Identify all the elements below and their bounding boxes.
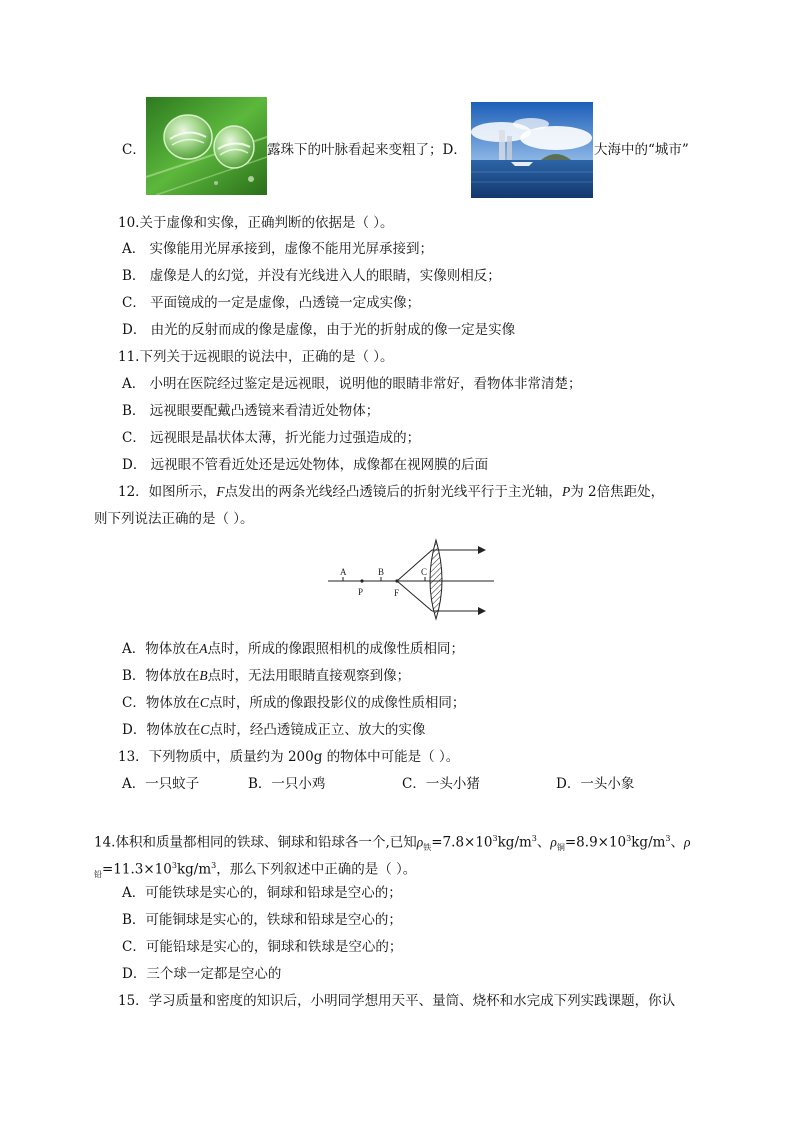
q12-option-a-post: 点时，所成的像跟照相机的成像性质相同； bbox=[207, 641, 464, 657]
convex-lens-diagram bbox=[326, 535, 496, 621]
q13-option-b: B．一只小鸡 bbox=[248, 776, 326, 792]
q14-exp-pb: 3 bbox=[171, 861, 177, 870]
q14-unit-exp-fe: 3 bbox=[531, 834, 537, 843]
arrow-upper-icon bbox=[478, 546, 486, 554]
q14-sub-fe: 铁 bbox=[423, 843, 432, 853]
q14-unit-fe: kg/m bbox=[497, 834, 532, 851]
q14-unit-cu: kg/m bbox=[631, 834, 666, 851]
q12-option-c-post: 点时，所成的像跟投影仪的成像性质相同； bbox=[208, 695, 466, 711]
q12-option-c-var: C bbox=[199, 695, 209, 710]
q12-stem-part-b: 点发出的两条光线经凸透镜后的折射光线平行于主光轴， bbox=[224, 484, 562, 500]
q13-option-c: C．一头小猪 bbox=[402, 776, 480, 792]
diagram-label-c: C bbox=[421, 567, 428, 577]
q12-option-a-var: A bbox=[199, 641, 208, 656]
q14-rho-cu: ρ bbox=[550, 834, 557, 850]
q14-exp-fe: 3 bbox=[492, 834, 498, 843]
sea-mirage-photo bbox=[471, 102, 593, 198]
question-10-stem: 10.关于虚像和实像，正确判断的依据是（ ）。 bbox=[118, 215, 394, 231]
q14-val-cu: =8.9×10 bbox=[564, 834, 627, 851]
dew-drop-leaf-photo bbox=[146, 97, 267, 195]
q14-unit-exp-pb: 3 bbox=[211, 861, 217, 870]
q11-option-b: B． 远视眼要配戴凸透镜来看清近处物体； bbox=[122, 403, 380, 419]
option-c-text: 露珠下的叶脉看起来变粗了；D． bbox=[267, 142, 467, 158]
question-12-stem-line2: 则下列说法正确的是（ ）。 bbox=[94, 511, 254, 527]
q14-val-pb: =11.3×10 bbox=[102, 861, 172, 878]
ray-lower bbox=[397, 581, 432, 611]
question-14-stem bbox=[94, 830, 691, 857]
q12-option-d-var: C bbox=[200, 722, 210, 737]
q12-var-f: F bbox=[216, 484, 225, 499]
q14-option-d: D．三个球一定都是空心的 bbox=[122, 966, 282, 982]
option-c-label: C． bbox=[122, 142, 146, 158]
q14-stem-part-2: ，那么下列叙述中正确的是（ ）。 bbox=[216, 861, 417, 878]
q13-option-d: D．一头小象 bbox=[556, 776, 635, 792]
q14-option-c: C．可能铅球是实心的，铜球和铁球是空心的； bbox=[122, 939, 403, 955]
diagram-label-f: F bbox=[394, 588, 400, 598]
q12-option-b-pre: B．物体放在 bbox=[122, 668, 200, 684]
q14-val-fe: =7.8×10 bbox=[431, 834, 493, 851]
q14-rho-pb: ρ bbox=[684, 834, 691, 850]
q12-option-b-post: 点时，无法用眼睛直接观察到像； bbox=[207, 668, 411, 684]
question-13-stem: 13．下列物质中，质量约为 200g 的物体中可能是（ ）。 bbox=[118, 749, 460, 765]
q10-option-b: B． 虚像是人的幻觉，并没有光线进入人的眼睛，实像则相反； bbox=[122, 268, 501, 284]
q12-option-a bbox=[122, 640, 464, 658]
diagram-label-b: B bbox=[378, 567, 385, 577]
q14-exp-cu: 3 bbox=[626, 834, 632, 843]
q12-stem-part-a: 12．如图所示， bbox=[118, 484, 217, 500]
q12-option-a-pre: A．物体放在 bbox=[122, 641, 200, 657]
question-14-stem-line2 bbox=[94, 857, 416, 884]
q12-stem-part-c: 为 2倍焦距处， bbox=[570, 484, 665, 500]
q14-unit-pb: kg/m bbox=[176, 861, 212, 878]
q14-sub-cu: 铜 bbox=[556, 843, 565, 853]
q12-option-d bbox=[122, 721, 425, 739]
q14-sub-pb: 铅 bbox=[94, 870, 102, 880]
q14-stem-part-1: 14.体积和质量都相同的铁球、铜球和铅球各一个,已知 bbox=[94, 834, 417, 851]
q10-option-c: C． 平面镜成的一定是虚像，凸透镜一定成实像； bbox=[122, 295, 421, 311]
q12-option-c bbox=[122, 694, 465, 712]
q10-option-d: D． 由光的反射而成的像是虚像，由于光的折射成的像一定是实像 bbox=[122, 322, 516, 338]
q10-option-a: A． 实像能用光屏承接到，虚像不能用光屏承接到； bbox=[122, 241, 434, 257]
question-15-stem: 15．学习质量和密度的知识后，小明同学想用天平、量筒、烧杯和水完成下列实践课题，你认 bbox=[118, 993, 676, 1009]
q12-option-b bbox=[122, 667, 410, 685]
q12-var-p: P bbox=[561, 484, 571, 499]
option-d-text: 大海中的“城市” bbox=[594, 142, 689, 158]
q14-sep-2: 、 bbox=[670, 834, 685, 851]
q14-option-b: B．可能铜球是实心的，铁球和铅球是空心的； bbox=[122, 912, 402, 928]
q14-option-a: A．可能铁球是实心的，铜球和铅球是空心的； bbox=[122, 885, 402, 901]
question-12-stem bbox=[118, 483, 664, 501]
q12-option-d-post: 点时，经凸透镜成正立、放大的实像 bbox=[209, 722, 426, 738]
q12-option-b-var: B bbox=[199, 668, 208, 683]
diagram-label-p: P bbox=[358, 587, 364, 597]
q12-option-c-pre: C．物体放在 bbox=[122, 695, 200, 711]
q14-unit-exp-cu: 3 bbox=[665, 834, 671, 843]
q13-option-a: A．一只蚊子 bbox=[122, 776, 200, 792]
q12-option-d-pre: D．物体放在 bbox=[122, 722, 201, 738]
diagram-label-a: A bbox=[340, 567, 347, 577]
q11-option-c: C． 远视眼是晶状体太薄，折光能力过强造成的； bbox=[122, 430, 421, 446]
convex-lens bbox=[430, 540, 442, 619]
question-11-stem: 11.下列关于远视眼的说法中，正确的是（ ）。 bbox=[118, 349, 394, 365]
q14-rho-fe: ρ bbox=[416, 834, 424, 850]
arrow-lower-icon bbox=[478, 607, 486, 615]
point-p bbox=[360, 579, 363, 582]
q11-option-a: A． 小明在医院经过鉴定是远视眼，说明他的眼睛非常好，看物体非常清楚； bbox=[122, 376, 582, 392]
q14-sep-1: 、 bbox=[536, 834, 551, 851]
q11-option-d: D． 远视眼不管看近处还是远处物体，成像都在视网膜的后面 bbox=[122, 457, 489, 473]
